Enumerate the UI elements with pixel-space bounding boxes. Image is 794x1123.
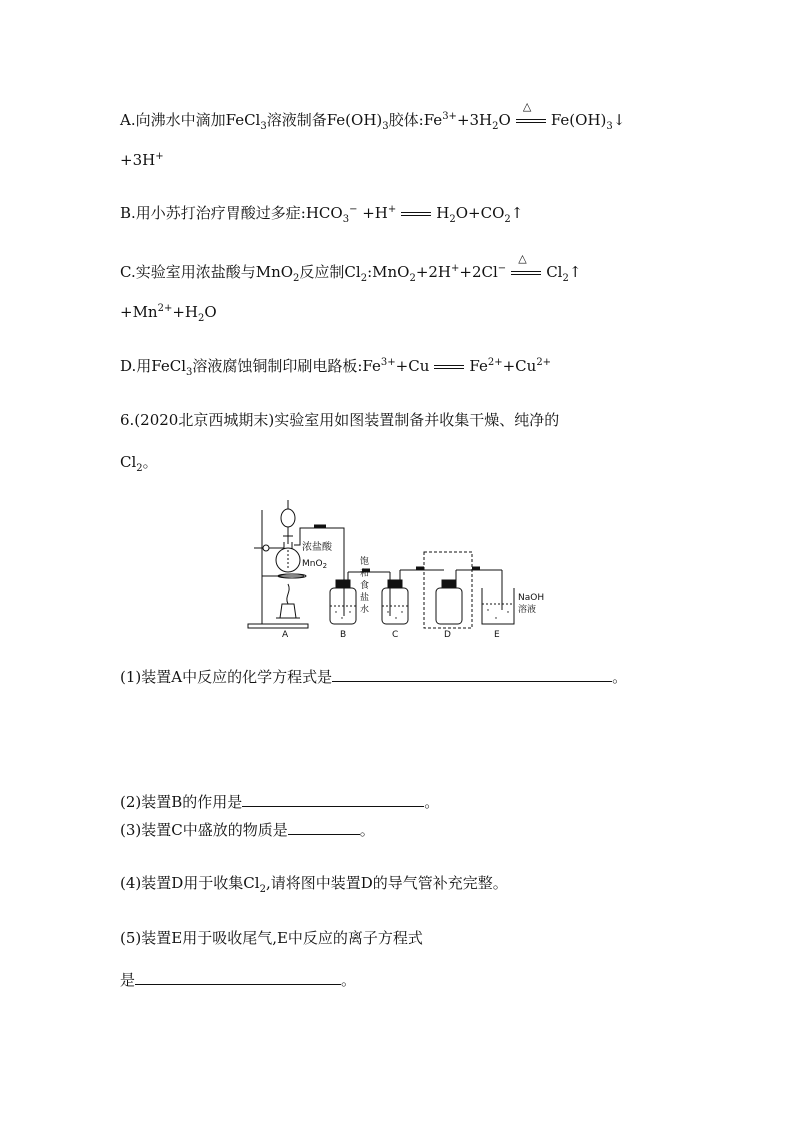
question-6-3: (3)装置C中盛放的物质是 。 [120, 821, 375, 839]
label-e: E [494, 630, 500, 640]
label-brine-3: 食 [360, 581, 370, 591]
label-brine-2: 和 [360, 569, 370, 579]
answer-blank-3[interactable] [288, 820, 360, 835]
label-hcl: 浓盐酸 [302, 542, 332, 553]
option-c-continued: $+Mn^{2+}+H_2O$ [120, 303, 217, 324]
label-naoh-solution: 溶液 [518, 605, 537, 615]
question-6-stem-continued: $Cl_2$。 [120, 453, 158, 474]
question-6-4: (4)装置D用于收集$Cl_2$,请将图中装置D的导气管补充完整。 [120, 874, 508, 895]
question-6-1: (1)装置A中反应的化学方程式是 。 [120, 668, 628, 686]
question-6-5: (5)装置E用于吸收尾气,E中反应的离子方程式 [120, 929, 423, 947]
option-a: A.向沸水中滴加FeCl$_3$溶液制备$Fe(OH)_3$胶体$:Fe^{3+}+3H_2O$ △ $Fe(OH)_3↓$ [120, 100, 626, 132]
option-d: D.用FeCl$_3$溶液腐蚀铜制印刷电路板$:Fe^{3+}+Cu$ $Fe^{2+}+Cu^{2+}$ [120, 357, 552, 378]
answer-blank-5[interactable] [135, 970, 341, 985]
label-mno2: MnO$_2$ [302, 559, 328, 570]
equals-sign [396, 203, 436, 223]
heat-equals-sign: △ [511, 110, 551, 130]
apparatus-diagram [244, 498, 554, 640]
label-c: C [392, 630, 399, 640]
heat-equals-sign: △ [506, 262, 546, 282]
question-6-stem: 6.(2020北京西城期末)实验室用如图装置制备并收集干燥、纯净的 [120, 411, 560, 429]
question-6-2: (2)装置B的作用是 。 [120, 793, 440, 811]
equals-sign [429, 356, 469, 376]
answer-blank-1[interactable] [332, 667, 612, 682]
option-a-continued: +3H+ [120, 151, 164, 169]
label-d: D [444, 630, 451, 640]
question-6-5-continued: 是 。 [120, 971, 357, 989]
option-c: C.实验室用浓盐酸与MnO$_2$反应制$Cl_2:MnO_2+2H^++2Cl^-$ △ $Cl_2↑$ [120, 252, 582, 284]
option-b: B.用小苏打治疗胃酸过多症$:HCO_3^- +H^+$ $H_2O+CO_2↑$ [120, 204, 524, 225]
answer-blank-2[interactable] [242, 792, 424, 807]
label-brine-4: 盐 [360, 593, 370, 603]
label-brine-5: 水 [360, 605, 370, 615]
label-a: A [282, 630, 289, 640]
label-naoh: NaOH [518, 593, 545, 603]
label-brine-1: 饱 [360, 557, 370, 567]
label-b: B [340, 630, 347, 640]
